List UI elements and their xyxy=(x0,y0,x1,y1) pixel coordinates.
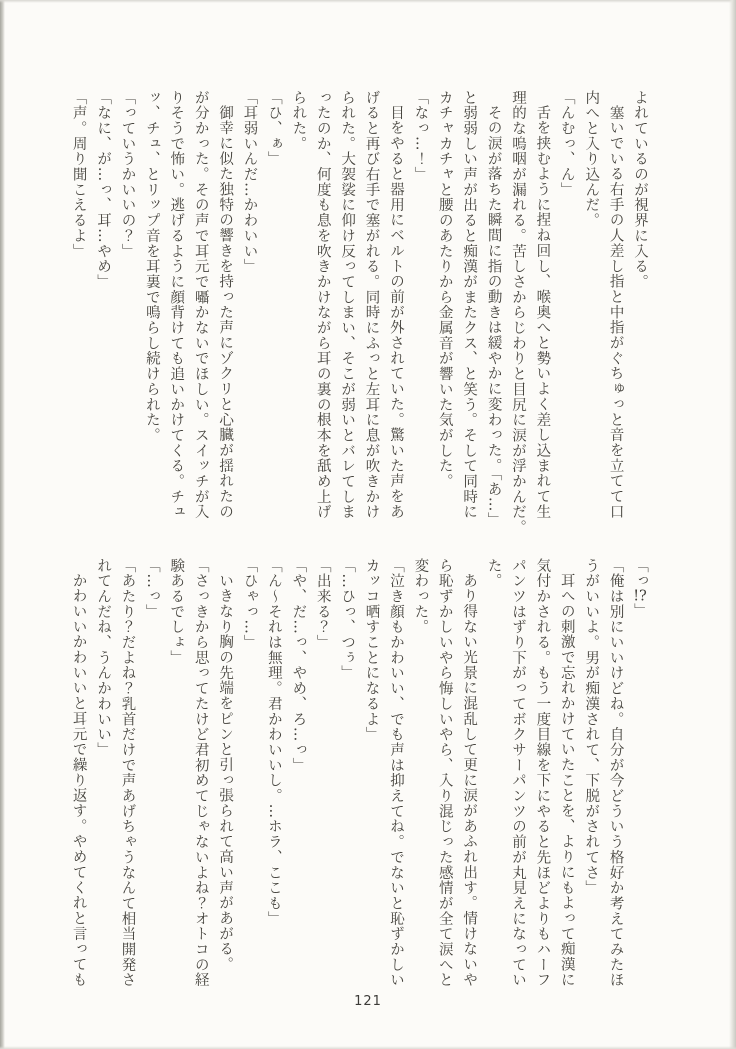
text-column: 「っ!?」 xyxy=(632,558,648,619)
page-edge-top xyxy=(0,0,736,3)
text-column: 「ひ、ぁ」 xyxy=(265,90,282,167)
text-column: 御幸に似た独特の響きを持った声にゾクリと心臓が揺れたの xyxy=(217,105,234,520)
text-column: 「声。周り聞こえるよ」 xyxy=(70,90,87,259)
tatechuyoko-exclamation-question: !? xyxy=(633,588,647,604)
text-column: 変わった。 xyxy=(412,558,429,635)
text-column: 「さっきから思ってたけど君初めてじゃないよね？オトコの経 xyxy=(192,558,209,988)
text-column: うがいいよ。男が痴漢されて、下脱がされてさ」 xyxy=(583,558,600,896)
text-column: 耳への刺激で忘れかけていたことを、よりにもよって痴漢に xyxy=(558,573,575,988)
page-edge-right xyxy=(729,0,736,1049)
text-column: 理的な嗚咽が漏れる。苦しさからじわりと目尻に涙が浮かんだ。 xyxy=(509,90,526,536)
text-column: カッコ晒すことになるよ」 xyxy=(363,558,380,743)
text-column: 「んむっ、ん」 xyxy=(558,90,575,198)
text-column: 「ん〜それは無理。君かわいいし。…ホラ、ここも」 xyxy=(265,558,282,927)
text-column: あり得ない光景に混乱して更に涙があふれ出す。情けないや xyxy=(461,573,478,988)
text-column: 目をやると器用にベルトの前が外されていた。驚いた声をあ xyxy=(387,105,404,520)
text-column: 気付かされる。もう一度目線を下にやると先ほどよりもハーフ xyxy=(534,558,551,988)
text-column: と弱弱しい声が出ると痴漢がまたクス、と笑う。そして同時に xyxy=(461,90,478,520)
text-column: いきなり胸の先端をピンと引っ張られて高い声があがる。 xyxy=(217,573,234,973)
text-column: 験あるでしょ」 xyxy=(168,558,185,666)
text-column: 「あたり？だよね？乳首だけで声あげちゃうなんて相当開発さ xyxy=(119,558,136,988)
text-block-top xyxy=(66,90,652,536)
text-column: その涙が落ちた瞬間に指の動きは緩やかに変わった。「あ…」 xyxy=(485,105,502,528)
text-column: ったのか、何度も息を吹きかけながら耳の裏の根本を舐め上げ xyxy=(314,90,331,520)
text-column: 「俺は別にいいけどね。自分が今どういう格好か考えてみたほ xyxy=(607,558,624,988)
text-column: ッ、チュ、とリップ音を耳裏で鳴らし続けられた。 xyxy=(143,90,160,444)
text-column: りそうで怖い。逃げるように顔背けても追いかけてくる。チュ xyxy=(168,90,185,520)
text-column: 「泣き顔もかわいい、でも声は抑えてね。でないと恥ずかしい xyxy=(387,558,404,988)
text-column: パンツはずり下がってボクサーパンツの前が丸見えになってい xyxy=(509,558,526,988)
text-column: ら恥ずかしいやら悔しいやら、入り混じった感情が全て涙へと xyxy=(436,558,453,988)
text-column: げると再び右手で塞がれる。同時にふっと左耳に息が吹きかけ xyxy=(363,90,380,520)
text-column: かわいいかわいいと耳元で繰り返す。やめてくれと言っても xyxy=(70,573,87,988)
text-column: られた。 xyxy=(290,90,307,152)
page-number: 121 xyxy=(354,994,382,1009)
text-column: よれているのが視界に入る。 xyxy=(632,90,648,290)
page-edge-left xyxy=(0,0,5,1049)
text-column: 「耳弱いんだ…かわいい」 xyxy=(241,90,258,275)
text-column: れてんだね、うんかわいい」 xyxy=(95,558,112,758)
text-block-bottom xyxy=(66,558,652,994)
text-column: 「出来る？」 xyxy=(314,558,331,651)
text-column: 内へと入り込んだ。 xyxy=(583,90,600,229)
text-column: 「…ひっ、つぅ」 xyxy=(339,558,356,681)
text-column: カチャカチャと腰のあたりから金属音が響いた気がした。 xyxy=(436,90,453,490)
text-column: 「なっ…！」 xyxy=(412,90,429,183)
text-column: 「ひゃっ…」 xyxy=(241,558,258,651)
text-column: 「っていうかいいの？」 xyxy=(119,90,136,259)
text-column: 「や、だ…っ、やめ、ろ…っ」 xyxy=(290,558,307,773)
text-column: 「なに、が…っ、耳…やめ」 xyxy=(95,90,112,290)
text-column: が分かった。その声で耳元で囁かないでほしい。スイッチが入 xyxy=(192,90,209,520)
text-column: 塞いでいる右手の人差し指と中指がぐちゅっと音を立てて口 xyxy=(607,105,624,520)
text-column: られた。大袈裟に仰け反ってしまい、そこが弱いとバレてしま xyxy=(339,90,356,520)
text-column: た。 xyxy=(485,558,502,589)
text-column: 「…っ」 xyxy=(143,558,160,620)
text-column: 舌を挟むように捏ね回し、喉奥へと勢いよく差し込まれて生 xyxy=(534,105,551,520)
